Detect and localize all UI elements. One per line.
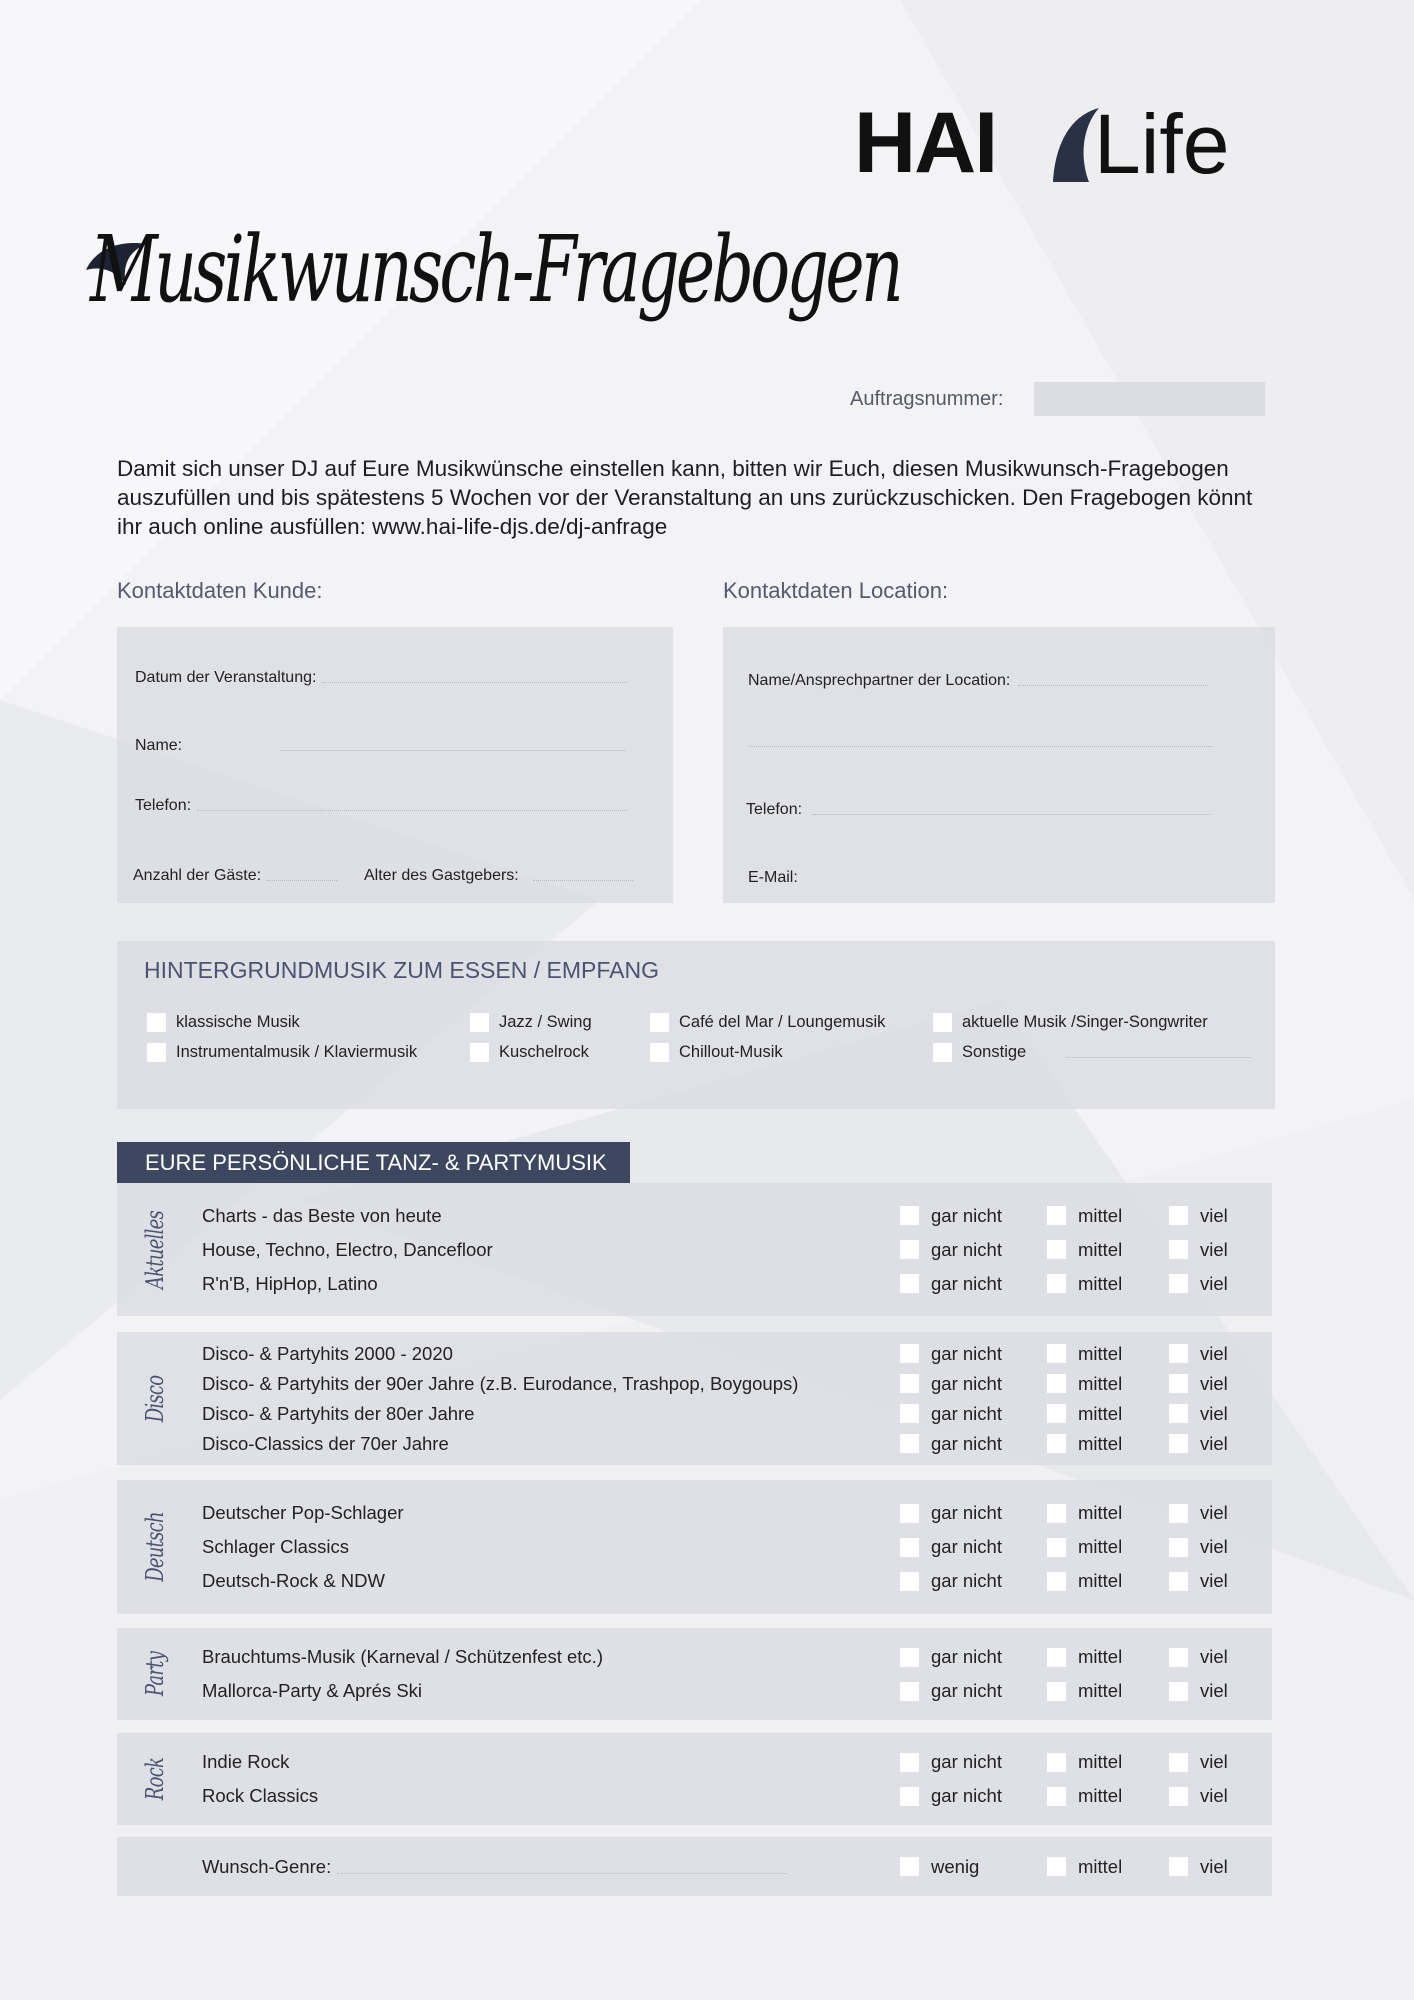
rating-label: gar nicht: [931, 1785, 1002, 1806]
checkbox[interactable]: [900, 1787, 919, 1806]
checkbox[interactable]: [1169, 1434, 1188, 1453]
option-label: Sonstige: [962, 1043, 1027, 1061]
rating-option[interactable]: [900, 1680, 1002, 1702]
rating-label: mittel: [1078, 1372, 1123, 1394]
wish-genre-label: Wunsch-Genre:: [202, 1855, 332, 1877]
checkbox[interactable]: [900, 1682, 919, 1701]
rating-label: gar nicht: [931, 1432, 1002, 1454]
rating-label: viel: [1200, 1785, 1228, 1806]
intro-text: Damit sich unser DJ auf Eure Musikwünsche einstellen kann, bitten wir Euch, diesen Musikwunsch-Fragebogen auszufüllen und bis spätestens 5 Wochen vor der Veranstaltung an uns zurückzuschicken. Den Fragebogen könnt ihr auch online ausfüllen: www.hai-life-djs.de/dj-anfrage: [117, 456, 1253, 539]
rating-option[interactable]: [900, 1273, 1002, 1295]
rating-option[interactable]: [1169, 1785, 1228, 1807]
rating-label: viel: [1200, 1432, 1228, 1454]
rating-label: viel: [1200, 1646, 1228, 1667]
checkbox[interactable]: [470, 1043, 489, 1062]
rating-label: mittel: [1078, 1570, 1123, 1591]
checkbox[interactable]: [650, 1013, 669, 1032]
rating-label: mittel: [1078, 1238, 1123, 1260]
location-contact-label: Name/Ansprechpartner der Location:: [748, 672, 1011, 689]
checkbox[interactable]: [900, 1538, 919, 1557]
rating-option[interactable]: [1169, 1680, 1228, 1702]
location-contact-heading: Kontaktdaten Location:: [723, 578, 949, 603]
rating-option[interactable]: [1169, 1856, 1228, 1878]
rating-label: viel: [1200, 1342, 1228, 1364]
genre-section-aktuelles: [117, 1183, 1272, 1316]
checkbox[interactable]: [1169, 1240, 1188, 1259]
rating-option[interactable]: [1047, 1373, 1122, 1395]
rating-option[interactable]: [1169, 1273, 1228, 1295]
rating-label: viel: [1200, 1751, 1228, 1772]
customer-contact-box: [117, 627, 673, 903]
checkbox[interactable]: [1047, 1404, 1066, 1423]
genre-label: Brauchtums-Musik (Karneval / Schützenfest etc.): [202, 1646, 603, 1667]
checkbox[interactable]: [1169, 1374, 1188, 1393]
checkbox[interactable]: [1169, 1572, 1188, 1591]
rating-option[interactable]: [1169, 1403, 1228, 1425]
genre-section-deutsch: [117, 1480, 1272, 1614]
genre-row: [117, 1399, 1272, 1429]
shark-fin-icon: [1049, 106, 1099, 182]
rating-option[interactable]: [1169, 1205, 1228, 1227]
checkbox[interactable]: [1047, 1787, 1066, 1806]
genre-row: [117, 1564, 1272, 1598]
checkbox[interactable]: [1047, 1374, 1066, 1393]
rating-label: viel: [1200, 1238, 1228, 1260]
checkbox[interactable]: [1047, 1857, 1066, 1876]
rating-option[interactable]: [1169, 1433, 1228, 1455]
genre-section-rock: [117, 1733, 1272, 1825]
rating-option[interactable]: [1047, 1751, 1122, 1773]
checkbox[interactable]: [900, 1753, 919, 1772]
checkbox[interactable]: [1047, 1344, 1066, 1363]
genre-label: House, Techno, Electro, Dancefloor: [202, 1238, 493, 1260]
rating-option[interactable]: [1047, 1646, 1122, 1668]
background-option[interactable]: [933, 1013, 1208, 1032]
checkbox[interactable]: [900, 1434, 919, 1453]
logo-text-light: Life: [1094, 97, 1230, 191]
genre-label: Indie Rock: [202, 1751, 290, 1772]
dance-music-heading: EURE PERSÖNLICHE TANZ- & PARTYMUSIK: [117, 1142, 630, 1183]
section-label: Disco: [141, 1375, 169, 1422]
option-label: Chillout-Musik: [679, 1043, 783, 1061]
rating-option[interactable]: [1169, 1646, 1228, 1668]
genre-label: Disco- & Partyhits der 90er Jahre (z.B. Eurodance, Trashpop, Boygoups): [202, 1372, 799, 1394]
rating-label: gar nicht: [931, 1372, 1002, 1394]
checkbox[interactable]: [900, 1344, 919, 1363]
background-option[interactable]: [933, 1043, 1251, 1062]
rating-option[interactable]: [1169, 1239, 1228, 1261]
location-email-field[interactable]: [748, 869, 798, 887]
genre-row: [117, 1429, 1272, 1459]
option-label: Kuschelrock: [499, 1043, 589, 1061]
genre-row: [117, 1530, 1272, 1564]
location-phone-field[interactable]: [746, 801, 1212, 819]
checkbox[interactable]: [900, 1504, 919, 1523]
rating-option[interactable]: [900, 1785, 1002, 1807]
rating-option[interactable]: [1047, 1433, 1122, 1455]
rating-label: viel: [1200, 1502, 1228, 1523]
event-date-label: Datum der Veranstaltung:: [135, 669, 317, 686]
rating-label: mittel: [1078, 1402, 1123, 1424]
genre-row: [117, 1369, 1272, 1399]
option-label: klassische Musik: [176, 1013, 300, 1031]
checkbox[interactable]: [1169, 1648, 1188, 1667]
rating-option[interactable]: [1169, 1373, 1228, 1395]
genre-row: [117, 1674, 1272, 1708]
rating-option[interactable]: [900, 1373, 1002, 1395]
rating-option[interactable]: [900, 1751, 1002, 1773]
rating-label: gar nicht: [931, 1536, 1002, 1557]
checkbox[interactable]: [900, 1648, 919, 1667]
genre-row: [117, 1199, 1272, 1233]
page-title: Musikwunsch-Fragebogen: [90, 216, 901, 323]
rating-label: gar nicht: [931, 1502, 1002, 1523]
rating-label: gar nicht: [931, 1342, 1002, 1364]
checkbox[interactable]: [1047, 1504, 1066, 1523]
order-number-field[interactable]: [1034, 382, 1265, 416]
rating-option[interactable]: [900, 1646, 1002, 1668]
rating-label: wenig: [931, 1855, 980, 1877]
checkbox[interactable]: [900, 1374, 919, 1393]
rating-label: viel: [1200, 1570, 1228, 1591]
logo-text-bold: HAI: [854, 95, 997, 191]
checkbox[interactable]: [1047, 1572, 1066, 1591]
checkbox[interactable]: [470, 1013, 489, 1032]
rating-label: gar nicht: [931, 1272, 1002, 1294]
rating-option[interactable]: [1047, 1856, 1122, 1878]
phone-field[interactable]: [135, 797, 627, 815]
genre-label: Disco-Classics der 70er Jahre: [202, 1432, 449, 1454]
rating-label: mittel: [1078, 1502, 1123, 1523]
event-date-field[interactable]: [135, 669, 627, 687]
checkbox[interactable]: [900, 1274, 919, 1293]
checkbox[interactable]: [1047, 1240, 1066, 1259]
genre-label: Deutscher Pop-Schlager: [202, 1502, 404, 1523]
checkbox[interactable]: [1047, 1274, 1066, 1293]
checkbox[interactable]: [900, 1572, 919, 1591]
phone-label: Telefon:: [135, 797, 192, 814]
location-email-label: E-Mail:: [748, 869, 798, 886]
option-label: Instrumentalmusik / Klaviermusik: [176, 1043, 418, 1061]
section-label: Party: [141, 1651, 169, 1697]
background-option[interactable]: [650, 1043, 783, 1062]
checkbox[interactable]: [1169, 1344, 1188, 1363]
rating-label: gar nicht: [931, 1204, 1002, 1226]
rating-label: viel: [1200, 1855, 1228, 1877]
wish-genre-section: [117, 1837, 1272, 1896]
host-age-field[interactable]: [364, 867, 633, 885]
checkbox[interactable]: [1047, 1538, 1066, 1557]
hai-life-logo: [854, 95, 1264, 191]
rating-option[interactable]: [1047, 1273, 1122, 1295]
rating-label: mittel: [1078, 1432, 1123, 1454]
option-label: Café del Mar / Loungemusik: [679, 1013, 886, 1031]
rating-label: viel: [1200, 1402, 1228, 1424]
genre-label: Mallorca-Party & Aprés Ski: [202, 1680, 423, 1701]
customer-contact-heading: Kontaktdaten Kunde:: [117, 578, 323, 603]
rating-label: mittel: [1078, 1342, 1123, 1364]
checkbox[interactable]: [900, 1240, 919, 1259]
rating-option[interactable]: [1169, 1570, 1228, 1592]
genre-row: [117, 1640, 1272, 1674]
location-contact-extra-line[interactable]: [748, 745, 1213, 751]
rating-option[interactable]: [900, 1239, 1002, 1261]
checkbox[interactable]: [1169, 1753, 1188, 1772]
location-phone-label: Telefon:: [746, 801, 803, 818]
rating-label: viel: [1200, 1680, 1228, 1701]
rating-label: mittel: [1078, 1536, 1123, 1557]
checkbox[interactable]: [900, 1404, 919, 1423]
genre-label: Charts - das Beste von heute: [202, 1204, 442, 1226]
checkbox[interactable]: [1169, 1206, 1188, 1225]
genre-label: Schlager Classics: [202, 1536, 350, 1557]
checkbox[interactable]: [1169, 1274, 1188, 1293]
genre-label: Disco- & Partyhits 2000 - 2020: [202, 1342, 453, 1364]
section-label: Rock: [141, 1757, 169, 1801]
genre-label: Disco- & Partyhits der 80er Jahre: [202, 1402, 475, 1424]
background-option[interactable]: [147, 1043, 417, 1062]
rating-option[interactable]: [900, 1502, 1002, 1524]
checkbox[interactable]: [1169, 1538, 1188, 1557]
name-label: Name:: [135, 737, 183, 754]
location-contact-box: [723, 627, 1275, 903]
checkbox[interactable]: [650, 1043, 669, 1062]
rating-label: mittel: [1078, 1855, 1123, 1877]
rating-option[interactable]: [1169, 1751, 1228, 1773]
rating-label: gar nicht: [931, 1680, 1002, 1701]
host-age-label: Alter des Gastgebers:: [364, 867, 519, 884]
checkbox[interactable]: [1169, 1787, 1188, 1806]
rating-label: viel: [1200, 1372, 1228, 1394]
background-option[interactable]: [470, 1013, 592, 1032]
checkbox[interactable]: [1169, 1404, 1188, 1423]
checkbox[interactable]: [147, 1013, 166, 1032]
genre-label: Deutsch-Rock & NDW: [202, 1570, 385, 1591]
genre-section-disco: [117, 1332, 1272, 1465]
rating-label: gar nicht: [931, 1238, 1002, 1260]
rating-label: gar nicht: [931, 1751, 1002, 1772]
rating-option[interactable]: [1047, 1680, 1122, 1702]
rating-option[interactable]: [900, 1343, 1002, 1365]
rating-option[interactable]: [1047, 1343, 1122, 1365]
rating-label: mittel: [1078, 1272, 1123, 1294]
option-label: aktuelle Musik /Singer-Songwriter: [962, 1013, 1208, 1031]
checkbox[interactable]: [1047, 1682, 1066, 1701]
rating-option[interactable]: [900, 1536, 1002, 1558]
checkbox[interactable]: [1047, 1206, 1066, 1225]
rating-option[interactable]: [1047, 1239, 1122, 1261]
checkbox[interactable]: [1169, 1857, 1188, 1876]
rating-label: gar nicht: [931, 1570, 1002, 1591]
rating-option[interactable]: [900, 1205, 1002, 1227]
background-music-heading: HINTERGRUNDMUSIK ZUM ESSEN / EMPFANG: [144, 957, 659, 983]
genre-row: [117, 1233, 1272, 1267]
wish-genre-row: [117, 1850, 1272, 1884]
checkbox[interactable]: [900, 1857, 919, 1876]
checkbox[interactable]: [1047, 1648, 1066, 1667]
genre-row: [117, 1496, 1272, 1530]
rating-option[interactable]: [1047, 1536, 1122, 1558]
section-label: Aktuelles: [141, 1210, 169, 1289]
rating-option[interactable]: [900, 1570, 1002, 1592]
checkbox[interactable]: [900, 1206, 919, 1225]
rating-label: mittel: [1078, 1751, 1123, 1772]
genre-section-party: [117, 1628, 1272, 1720]
wish-genre-field[interactable]: [202, 1856, 787, 1878]
guest-count-field[interactable]: [133, 867, 337, 885]
rating-option[interactable]: [900, 1856, 979, 1878]
option-label: Jazz / Swing: [499, 1013, 592, 1031]
order-number-label: Auftragsnummer:: [850, 388, 1004, 410]
genre-row: [117, 1745, 1272, 1779]
background-option[interactable]: [147, 1013, 300, 1032]
rating-option[interactable]: [1047, 1570, 1122, 1592]
checkbox[interactable]: [1169, 1504, 1188, 1523]
checkbox[interactable]: [1169, 1682, 1188, 1701]
genre-row: [117, 1339, 1272, 1369]
rating-label: mittel: [1078, 1785, 1123, 1806]
rating-label: gar nicht: [931, 1402, 1002, 1424]
background-option[interactable]: [650, 1013, 885, 1032]
checkbox[interactable]: [1047, 1753, 1066, 1772]
genre-label: R'n'B, HipHop, Latino: [202, 1272, 378, 1294]
rating-label: viel: [1200, 1536, 1228, 1557]
rating-label: mittel: [1078, 1204, 1123, 1226]
wish-genre-input-line[interactable]: [337, 1872, 787, 1874]
rating-label: gar nicht: [931, 1646, 1002, 1667]
name-field[interactable]: [135, 737, 625, 755]
rating-option[interactable]: [1047, 1205, 1122, 1227]
genre-row: [117, 1267, 1272, 1301]
rating-label: viel: [1200, 1272, 1228, 1294]
genre-label: Rock Classics: [202, 1785, 319, 1806]
rating-option[interactable]: [900, 1403, 1002, 1425]
rating-option[interactable]: [1047, 1403, 1122, 1425]
rating-option[interactable]: [1169, 1502, 1228, 1524]
rating-option[interactable]: [900, 1433, 1002, 1455]
location-contact-field[interactable]: [748, 672, 1208, 690]
rating-label: viel: [1200, 1204, 1228, 1226]
rating-label: mittel: [1078, 1680, 1123, 1701]
rating-label: mittel: [1078, 1646, 1123, 1667]
guest-count-label: Anzahl der Gäste:: [133, 867, 262, 884]
checkbox[interactable]: [933, 1043, 952, 1062]
rating-option[interactable]: [1169, 1343, 1228, 1365]
section-label: Deutsch: [141, 1512, 169, 1582]
genre-row: [117, 1779, 1272, 1813]
checkbox[interactable]: [933, 1013, 952, 1032]
checkbox[interactable]: [1047, 1434, 1066, 1453]
rating-option[interactable]: [1047, 1785, 1122, 1807]
rating-option[interactable]: [1047, 1502, 1122, 1524]
other-input-line[interactable]: [1066, 1056, 1251, 1058]
rating-option[interactable]: [1169, 1536, 1228, 1558]
background-option[interactable]: [470, 1043, 589, 1062]
checkbox[interactable]: [147, 1043, 166, 1062]
